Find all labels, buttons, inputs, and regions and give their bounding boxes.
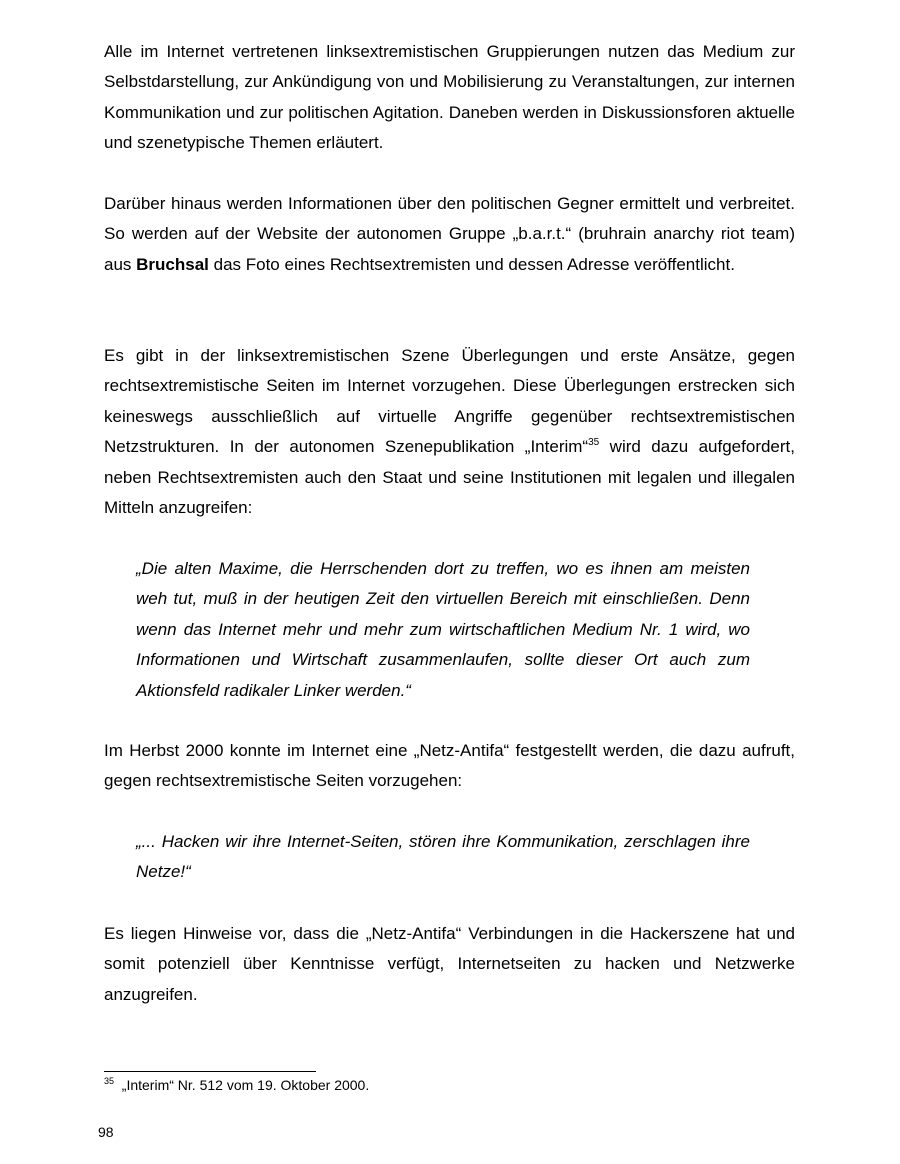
block-quote-2: „... Hacken wir ihre Internet-Seiten, stören ihre Kommunikation, zerschlagen ihre Netze!“ — [136, 832, 750, 882]
paragraph-2-text-after: das Foto eines Rechtsextremisten und dessen Adresse veröffentlicht. — [208, 254, 735, 274]
footnote-reference[interactable]: 35 — [588, 437, 600, 449]
footnote — [104, 1075, 369, 1095]
footnote-divider — [104, 1071, 316, 1072]
paragraph-3-text-after: wird dazu aufgefordert, neben Rechtsextremisten auch den Staat und seine Institutionen mit legalen und illegalen Mitteln anzugreifen: — [104, 437, 795, 518]
footnote-number: 35 — [104, 1076, 115, 1086]
paragraph-2 — [104, 189, 795, 280]
page-number: 98 — [98, 1124, 114, 1140]
paragraph-4: Im Herbst 2000 konnte im Internet eine „Netz-Antifa“ festgestellt werden, die dazu aufruft, gegen rechtsextremistische Seiten vorzugehen: — [104, 741, 795, 791]
paragraph-5: Es liegen Hinweise vor, dass die „Netz-Antifa“ Verbindungen in die Hackerszene hat und somit potenziell über Kenntnisse verfügt, Internetseiten zu hacken und Netzwerke anzugreifen. — [104, 924, 795, 1004]
paragraph-3 — [104, 341, 795, 523]
paragraph-3-text-before: Es gibt in der linksextremistischen Szene Überlegungen und erste Ansätze, gegen rechtsextremistische Seiten im Internet vorzugehen. Diese Überlegungen erstrecken sich keineswegs ausschließlich auf virtuelle Angriffe gegenüber rechtsextremistischen Netzstrukturen. In der autonomen Szenepublikation „Interim“ — [104, 346, 795, 457]
bold-place-name: Bruchsal — [136, 254, 209, 274]
footnote-text: „Interim“ Nr. 512 vom 19. Oktober 2000. — [121, 1077, 370, 1093]
paragraph-2-text-before: Darüber hinaus werden Informationen über den politischen Gegner ermittelt und verbreitet. So werden auf der Website der autonomen Gruppe „b.a.r.t.“ (bruhrain anarchy riot team) aus — [104, 194, 795, 274]
block-quote-1: „Die alten Maxime, die Herrschenden dort zu treffen, wo es ihnen am meisten weh tut, muß in der heutigen Zeit den virtuellen Bereich mit einschließen. Denn wenn das Internet mehr und mehr zum wirtschaftlichen Medium Nr. 1 wird, wo Informationen und Wirtschaft zusammenlaufen, sollte dieser Ort auch zum Aktionsfeld radikaler Linker werden.“ — [136, 559, 750, 700]
paragraph-1: Alle im Internet vertretenen linksextremistischen Gruppierungen nutzen das Medium zur Selbstdarstellung, zur Ankündigung von und Mobilisierung zu Veranstaltungen, zur internen Kommunikation und zur politischen Agitation. Daneben werden in Diskussionsforen aktuelle und szenetypische Themen erläutert. — [104, 42, 795, 153]
